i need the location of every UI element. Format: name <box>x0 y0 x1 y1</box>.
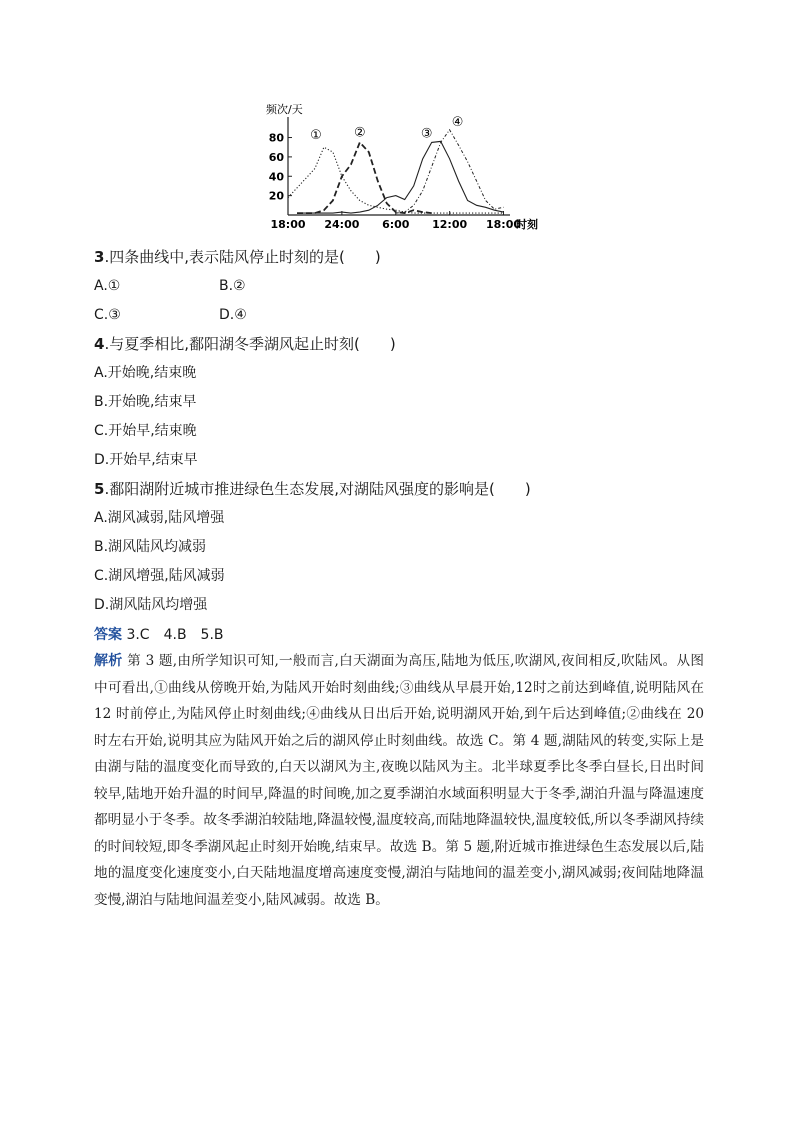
analysis-text: 第 3 题,由所学知识可知,一般而言,白天湖面为高压,陆地为低压,吹湖风,夜间相反,吹陆风。从图中可看出,①曲线从傍晚开始,为陆风开始时刻曲线;③曲线从早晨开始,12时之前达到峰值,说明陆风在 12 时前停止,为陆风停止时刻曲线;④曲线从日出后开始,说明湖风开始,到午后达到峰值;②曲线在 20 时左右开始,说明其应为陆风开始之后的湖风停止时刻曲线。故选 C。第 4 题,湖陆风的转变,实际上是由湖与陆的温度变化而导致的,白天以湖风为主,夜晚以陆风为主。北半球夏季比冬季白昼长,日出时间较早,陆地开始升温的时间早,降温的时间晚,加之夏季湖泊水域面积明显大于冬季,湖泊升温与降温速度都明显小于冬季。故冬季湖泊较陆地,降温较慢,温度较高,而陆地降温较快,温度较低,所以冬季湖风持续的时间较短,即冬季湖风起止时刻开始晚,结束早。故选 B。第 5 题,附近城市推进绿色生态发展以后,陆地的温度变化速度变小,白天陆地温度增高速度变慢,湖泊与陆地间的温差变小,湖风减弱;夜间陆地降温变慢,湖泊与陆地间温差变小,陆风减弱。故选 B。 <box>94 653 705 908</box>
y-axis-label: 频次/天 <box>266 103 303 116</box>
x-tick-label: 18:00 <box>486 218 522 231</box>
x-tick-label: 24:00 <box>324 218 360 231</box>
series-label: ④ <box>451 114 464 130</box>
question-3-option-b[interactable]: B.② <box>219 278 246 294</box>
question-content <box>94 243 704 913</box>
question-3-text: .四条曲线中,表示陆风停止时刻的是( ) <box>104 248 381 266</box>
series-label: ③ <box>420 126 433 142</box>
question-4-option-d[interactable]: D.开始早,结束早 <box>94 452 198 468</box>
question-5-number: 5 <box>94 480 105 498</box>
question-4-option-c[interactable]: C.开始早,结束晚 <box>94 423 197 439</box>
question-5-text: .鄱阳湖附近城市推进绿色生态发展,对湖陆风强度的影响是( ) <box>104 480 531 498</box>
question-4-option-a[interactable]: A.开始晚,结束晚 <box>94 365 197 381</box>
question-4 <box>94 330 704 359</box>
y-tick-label: 60 <box>268 150 284 164</box>
x-tick-label: 18:00 <box>270 218 306 231</box>
answer-label: 答案 <box>94 627 122 643</box>
question-5 <box>94 475 704 504</box>
question-4-number: 4 <box>94 335 105 353</box>
series-label: ② <box>354 125 366 141</box>
question-5-option-a[interactable]: A.湖风减弱,陆风增强 <box>94 510 225 526</box>
question-3-options-row1 <box>94 272 704 301</box>
question-4-option-b[interactable]: B.开始晚,结束早 <box>94 394 197 410</box>
chart-svg <box>258 95 538 235</box>
x-tick-label: 12:00 <box>432 218 468 231</box>
answer-text: 3.C 4.B 5.B <box>126 627 224 643</box>
question-3-options-row2 <box>94 301 704 330</box>
series-line <box>288 147 504 213</box>
question-3-option-a[interactable]: A.① <box>94 278 121 294</box>
question-3-option-d[interactable]: D.④ <box>219 307 247 323</box>
question-3-number: 3 <box>94 248 105 266</box>
y-tick-label: 20 <box>268 189 284 203</box>
y-tick-label: 80 <box>268 131 284 145</box>
series-line <box>297 141 504 213</box>
y-tick-label: 40 <box>268 170 284 184</box>
analysis-paragraph <box>94 648 704 913</box>
x-tick-label: 6:00 <box>382 218 410 231</box>
series-label: ① <box>310 128 322 144</box>
question-5-option-d[interactable]: D.湖风陆风均增强 <box>94 597 208 613</box>
series-line <box>297 142 432 213</box>
question-3-option-c[interactable]: C.③ <box>94 307 121 323</box>
answer-line <box>94 622 704 648</box>
question-3 <box>94 243 704 272</box>
question-5-option-c[interactable]: C.湖风增强,陆风减弱 <box>94 568 225 584</box>
series-line <box>396 130 504 213</box>
question-4-text: .与夏季相比,鄱阳湖冬季湖风起止时刻( ) <box>104 335 396 353</box>
frequency-line-chart <box>258 95 538 235</box>
question-5-option-b[interactable]: B.湖风陆风均减弱 <box>94 539 207 555</box>
x-axis-label: 时刻 <box>516 218 538 231</box>
analysis-label: 解析 <box>94 653 123 669</box>
